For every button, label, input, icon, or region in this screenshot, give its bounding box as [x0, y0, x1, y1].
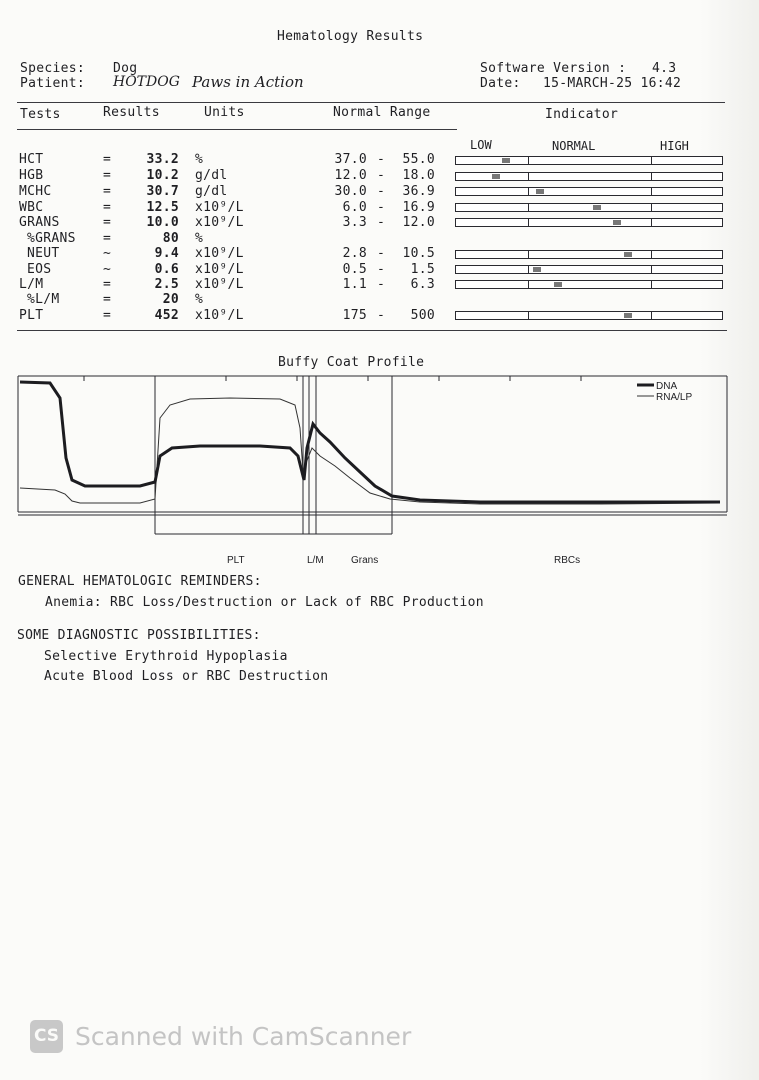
range-low: 3.3 — [342, 215, 367, 230]
indicator-boundary — [651, 187, 652, 196]
range-high: 36.9 — [402, 184, 435, 199]
software-label: Software Version : — [480, 61, 627, 76]
indicator-marker — [502, 158, 510, 163]
result-value: 10.2 — [146, 168, 179, 183]
range-low: 0.5 — [342, 262, 367, 277]
region-lm: L/M — [307, 555, 324, 566]
test-name: EOS — [27, 262, 52, 277]
result-operator: ~ — [103, 262, 112, 277]
col-units: Units — [204, 105, 245, 120]
region-plt: PLT — [227, 555, 245, 566]
range-high: 1.5 — [410, 262, 435, 277]
result-unit: % — [195, 231, 204, 246]
reminder-item: Anemia: RBC Loss/Destruction or Lack of RBC Production — [45, 595, 484, 610]
range-separator: - — [377, 262, 386, 277]
indicator-bar — [455, 280, 723, 289]
indicator-marker — [613, 220, 621, 225]
indicator-marker — [593, 205, 601, 210]
result-unit: x10⁹/L — [195, 200, 244, 215]
indicator-boundary — [651, 280, 652, 289]
result-operator: = — [103, 152, 112, 167]
result-value: 9.4 — [154, 246, 179, 261]
test-name: NEUT — [27, 246, 60, 261]
result-unit: x10⁹/L — [195, 277, 244, 292]
result-unit: g/dl — [195, 168, 228, 183]
test-name: GRANS — [19, 215, 60, 230]
range-high: 18.0 — [402, 168, 435, 183]
test-name: %GRANS — [27, 231, 76, 246]
indicator-boundary — [651, 203, 652, 212]
result-operator: = — [103, 231, 112, 246]
result-value: 80 — [162, 231, 179, 246]
table-header-rule — [17, 129, 457, 130]
indicator-bar — [455, 172, 723, 181]
indicator-boundary — [651, 265, 652, 274]
result-value: 33.2 — [146, 152, 179, 167]
table-bottom-rule — [17, 330, 727, 331]
test-name: HCT — [19, 152, 44, 167]
result-operator: = — [103, 277, 112, 292]
indicator-boundary — [528, 280, 529, 289]
indicator-marker — [624, 252, 632, 257]
range-separator: - — [377, 308, 386, 323]
range-separator: - — [377, 277, 386, 292]
date-value: 15-MARCH-25 16:42 — [543, 76, 682, 91]
test-name: %L/M — [27, 292, 60, 307]
indicator-bar — [455, 218, 723, 227]
result-value: 20 — [162, 292, 179, 307]
range-separator: - — [377, 200, 386, 215]
result-unit: % — [195, 152, 204, 167]
range-high: 12.0 — [402, 215, 435, 230]
range-low: 30.0 — [334, 184, 367, 199]
result-operator: = — [103, 200, 112, 215]
camscanner-watermark: Scanned with CamScanner — [75, 1022, 412, 1051]
indicator-boundary — [528, 172, 529, 181]
indicator-high-label: HIGH — [660, 139, 689, 153]
camscanner-logo-icon: CS — [30, 1020, 63, 1053]
indicator-bar — [455, 187, 723, 196]
test-name: L/M — [19, 277, 44, 292]
legend-rna: RNA/LP — [656, 392, 693, 403]
result-unit: x10⁹/L — [195, 262, 244, 277]
indicator-bar — [455, 311, 723, 320]
indicator-boundary — [651, 250, 652, 259]
col-results: Results — [103, 105, 160, 120]
test-name: PLT — [19, 308, 44, 323]
range-low: 37.0 — [334, 152, 367, 167]
indicator-marker — [536, 189, 544, 194]
indicator-boundary — [651, 156, 652, 165]
test-name: HGB — [19, 168, 44, 183]
col-tests: Tests — [20, 107, 61, 122]
indicator-marker — [533, 267, 541, 272]
indicator-marker — [554, 282, 562, 287]
range-high: 10.5 — [402, 246, 435, 261]
indicator-marker — [624, 313, 632, 318]
report-title: Hematology Results — [277, 29, 424, 44]
result-operator: = — [103, 308, 112, 323]
buffy-title: Buffy Coat Profile — [278, 355, 425, 370]
range-separator: - — [377, 152, 386, 167]
diagnostic-item: Acute Blood Loss or RBC Destruction — [44, 669, 329, 684]
indicator-boundary — [528, 250, 529, 259]
range-high: 55.0 — [402, 152, 435, 167]
test-name: WBC — [19, 200, 44, 215]
patient-label: Patient: — [20, 76, 86, 91]
result-operator: = — [103, 184, 112, 199]
reminders-heading: GENERAL HEMATOLOGIC REMINDERS: — [18, 574, 262, 589]
result-operator: = — [103, 168, 112, 183]
indicator-boundary — [651, 218, 652, 227]
range-high: 16.9 — [402, 200, 435, 215]
indicator-boundary — [651, 172, 652, 181]
diagnostics-heading: SOME DIAGNOSTIC POSSIBILITIES: — [17, 628, 261, 643]
legend-dna: DNA — [656, 381, 678, 392]
result-value: 2.5 — [154, 277, 179, 292]
indicator-bar — [455, 265, 723, 274]
diagnostic-item: Selective Erythroid Hypoplasia — [44, 649, 288, 664]
buffy-coat-chart — [0, 368, 759, 573]
result-unit: x10⁹/L — [195, 246, 244, 261]
result-operator: ~ — [103, 246, 112, 261]
result-value: 452 — [154, 308, 179, 323]
species-label: Species: — [20, 61, 86, 76]
range-low: 175 — [342, 308, 367, 323]
header-rule — [17, 102, 725, 103]
result-operator: = — [103, 292, 112, 307]
indicator-low-label: LOW — [470, 138, 492, 152]
result-operator: = — [103, 215, 112, 230]
range-low: 2.8 — [342, 246, 367, 261]
result-value: 10.0 — [146, 215, 179, 230]
range-separator: - — [377, 168, 386, 183]
indicator-boundary — [651, 311, 652, 320]
range-high: 500 — [410, 308, 435, 323]
result-value: 0.6 — [154, 262, 179, 277]
indicator-bar — [455, 250, 723, 259]
region-grans: Grans — [351, 555, 379, 566]
indicator-marker — [492, 174, 500, 179]
indicator-boundary — [528, 156, 529, 165]
range-low: 6.0 — [342, 200, 367, 215]
col-indicator: Indicator — [545, 107, 619, 122]
test-name: MCHC — [19, 184, 52, 199]
range-separator: - — [377, 184, 386, 199]
software-version: 4.3 — [652, 61, 677, 76]
indicator-bar — [455, 203, 723, 212]
indicator-boundary — [528, 265, 529, 274]
indicator-boundary — [528, 203, 529, 212]
species-value: Dog — [113, 61, 138, 76]
patient-name: HOTDOG — [113, 74, 180, 90]
date-label: Date: — [480, 76, 521, 91]
indicator-boundary — [528, 218, 529, 227]
result-value: 12.5 — [146, 200, 179, 215]
col-normal-range: Normal Range — [333, 105, 431, 120]
indicator-bar — [455, 156, 723, 165]
range-low: 12.0 — [334, 168, 367, 183]
result-unit: % — [195, 292, 204, 307]
range-separator: - — [377, 215, 386, 230]
range-high: 6.3 — [410, 277, 435, 292]
result-unit: g/dl — [195, 184, 228, 199]
range-low: 1.1 — [342, 277, 367, 292]
patient-note: Paws in Action — [192, 73, 304, 91]
indicator-normal-label: NORMAL — [552, 139, 596, 153]
indicator-boundary — [528, 311, 529, 320]
result-unit: x10⁹/L — [195, 215, 244, 230]
result-unit: x10⁹/L — [195, 308, 244, 323]
indicator-boundary — [528, 187, 529, 196]
range-separator: - — [377, 246, 386, 261]
region-rbcs: RBCs — [554, 555, 581, 566]
result-value: 30.7 — [146, 184, 179, 199]
